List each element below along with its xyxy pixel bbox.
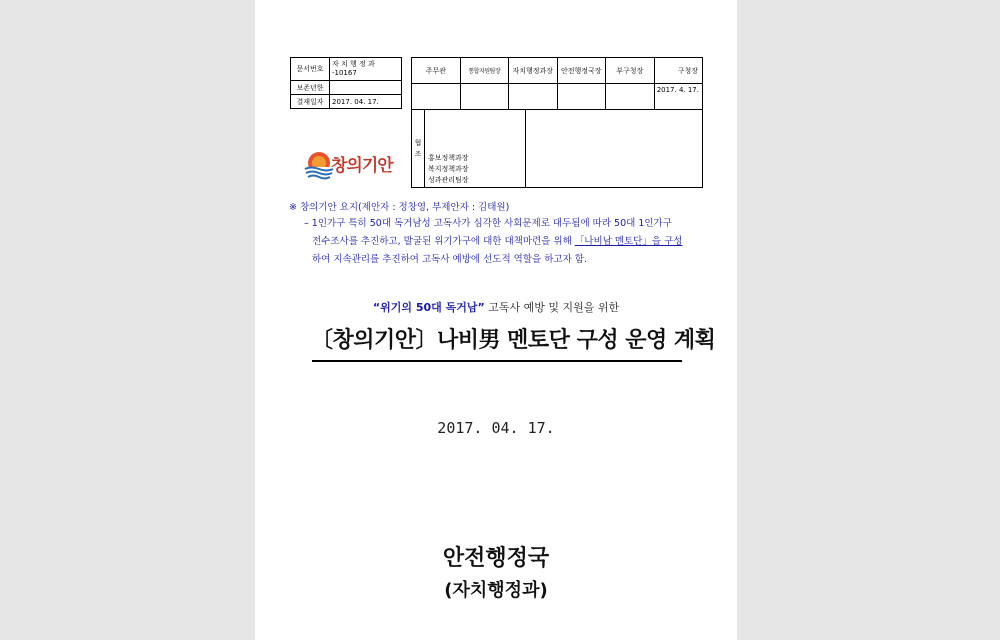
subtitle-rest: 고독사 예방 및 지원을 위한	[488, 301, 620, 314]
subtitle-emphasis: “위기의 50대 독거남”	[372, 301, 485, 314]
doc-info-row	[291, 81, 402, 95]
document-title: 〔창의기안〕나비男 멘토단 구성 운영 계획	[311, 328, 716, 353]
changui-logo	[303, 150, 393, 182]
doc-info-value: 자 치 행 정 과 -10167	[330, 58, 402, 81]
cooperation-label-1: 협	[414, 138, 422, 147]
doc-info-value	[330, 81, 402, 95]
cooperation-item: 성과관리팀장	[428, 176, 469, 184]
cooperation-row	[412, 110, 703, 188]
approval-signature-cell	[509, 84, 558, 110]
document-date: 2017. 04. 17.	[437, 419, 555, 437]
cooperation-item: 복지정책과장	[428, 165, 469, 173]
cooperation-list	[425, 110, 525, 187]
summary-highlight: 「나비남 멘토단」을 구성	[574, 236, 683, 247]
doc-info-label: 보존년한	[291, 81, 330, 95]
department-name: 안전행정국	[442, 546, 550, 571]
approval-header: 구청장	[654, 58, 703, 84]
logo-text: 창의기안	[331, 156, 393, 176]
doc-info-label: 결재일자	[291, 95, 330, 109]
approval-header-row	[412, 58, 703, 84]
approval-signature-cell	[606, 84, 655, 110]
cooperation-table	[411, 109, 703, 188]
cooperation-empty-cell	[526, 110, 703, 188]
approval-header: 자치행정과장	[509, 58, 558, 84]
document-subtitle	[255, 299, 737, 315]
doc-info-value: 2017. 04. 17.	[330, 95, 402, 109]
document-page	[255, 0, 737, 640]
sub-department-name: (자치행정과)	[444, 580, 548, 601]
approval-signature-row	[412, 84, 703, 110]
doc-info-table	[290, 57, 402, 109]
summary-line-text: 전수조사를 추진하고, 발굴된 위기가구에 대한 대책마련을 위해	[312, 236, 575, 247]
approval-header: 부구청장	[606, 58, 655, 84]
approval-signature-cell	[557, 84, 606, 110]
cooperation-label-2: 조	[414, 149, 422, 158]
doc-info-row	[291, 95, 402, 109]
approval-header: 통합지원팀장	[460, 58, 509, 84]
summary-block	[289, 201, 709, 269]
summary-title: ※ 창의기안 요지(제안자 : 정창영, 부제안자 : 김태원)	[289, 202, 510, 213]
approval-signature-cell	[412, 84, 461, 110]
doc-info-row	[291, 58, 402, 81]
cooperation-label	[412, 110, 425, 188]
approval-signature-cell	[460, 84, 509, 110]
summary-body	[289, 215, 709, 269]
cooperation-item: 홍보정책과장	[428, 154, 469, 162]
summary-line: 하여 지속관리를 추진하여 고독사 예방에 선도적 역할을 하고자 함.	[312, 254, 587, 265]
approval-date: 2017. 4. 17.	[654, 84, 703, 110]
approval-header: 안전행정국장	[557, 58, 606, 84]
doc-info-label: 문서번호	[291, 58, 330, 81]
title-underline	[312, 360, 682, 362]
summary-line	[304, 233, 709, 251]
cooperation-list-cell	[425, 110, 526, 188]
approval-table	[411, 57, 703, 110]
approval-header: 주무관	[412, 58, 461, 84]
summary-line: – 1인가구 특히 50대 독거남성 고독사가 심각한 사회문제로 대두됨에 따라 50대 1인가구	[304, 218, 672, 229]
